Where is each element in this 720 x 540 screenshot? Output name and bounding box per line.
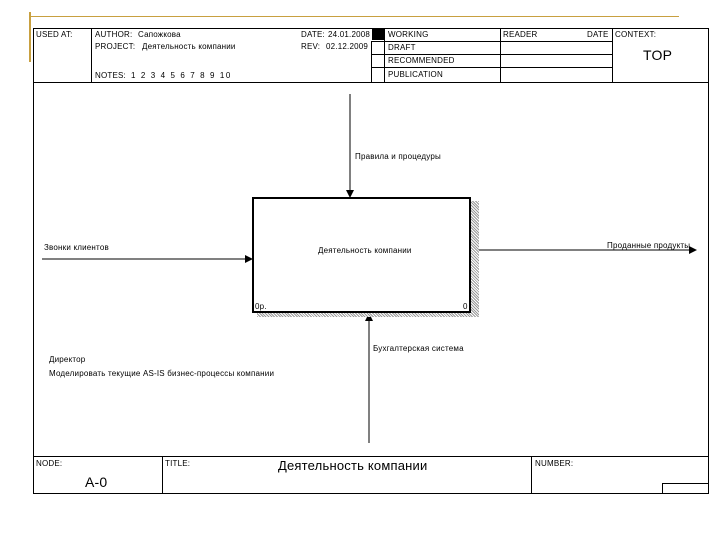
date-label: DATE:	[301, 30, 325, 39]
project-value: Деятельность компании	[142, 42, 236, 51]
output-arrow-label: Проданные продукты	[607, 241, 691, 250]
purpose-text: Моделировать текущие AS-IS бизнес-процессы компании	[49, 369, 275, 378]
activity-cost: 0р.	[255, 302, 267, 311]
mechanism-arrow-label: Бухгалтерская система	[373, 344, 464, 353]
number-label: NUMBER:	[535, 459, 574, 468]
footer-divider-number	[531, 456, 532, 494]
output-arrowhead	[689, 246, 697, 254]
status-draft: DRAFT	[388, 43, 416, 52]
footer-top-border	[33, 456, 709, 457]
activity-name: Деятельность компании	[318, 246, 412, 255]
status-recommended: RECOMMENDED	[388, 56, 455, 65]
footer-number-box-top	[662, 483, 709, 484]
control-arrow-label: Правила и процедуры	[355, 152, 441, 161]
viewpoint-text: Директор	[49, 355, 86, 364]
date-value: 24.01.2008	[328, 30, 371, 39]
author-label: AUTHOR:	[95, 30, 133, 39]
input-arrow-label: Звонки клиентов	[44, 243, 109, 252]
notes-value: 1 2 3 4 5 6 7 8 9 10	[131, 71, 232, 80]
notes-label: NOTES:	[95, 71, 126, 80]
project-label: PROJECT:	[95, 42, 136, 51]
reader-date-label: DATE	[587, 30, 609, 39]
status-working: WORKING	[388, 30, 429, 39]
rev-value: 02.12.2009	[326, 42, 369, 51]
activity-number: 0	[463, 302, 468, 311]
status-publication: PUBLICATION	[388, 70, 443, 79]
footer-number-box-left	[662, 483, 663, 494]
context-value: TOP	[643, 47, 673, 63]
node-label: NODE:	[36, 459, 63, 468]
rev-label: REV:	[301, 42, 321, 51]
reader-label: READER	[503, 30, 538, 39]
footer-divider-node	[162, 456, 163, 494]
node-value: A-0	[85, 474, 108, 490]
title-value: Деятельность компании	[278, 458, 428, 473]
used-at-label: USED AT:	[36, 30, 73, 39]
title-label: TITLE:	[165, 459, 191, 468]
author-value: Сапожкова	[138, 30, 181, 39]
context-label: CONTEXT:	[615, 30, 657, 39]
